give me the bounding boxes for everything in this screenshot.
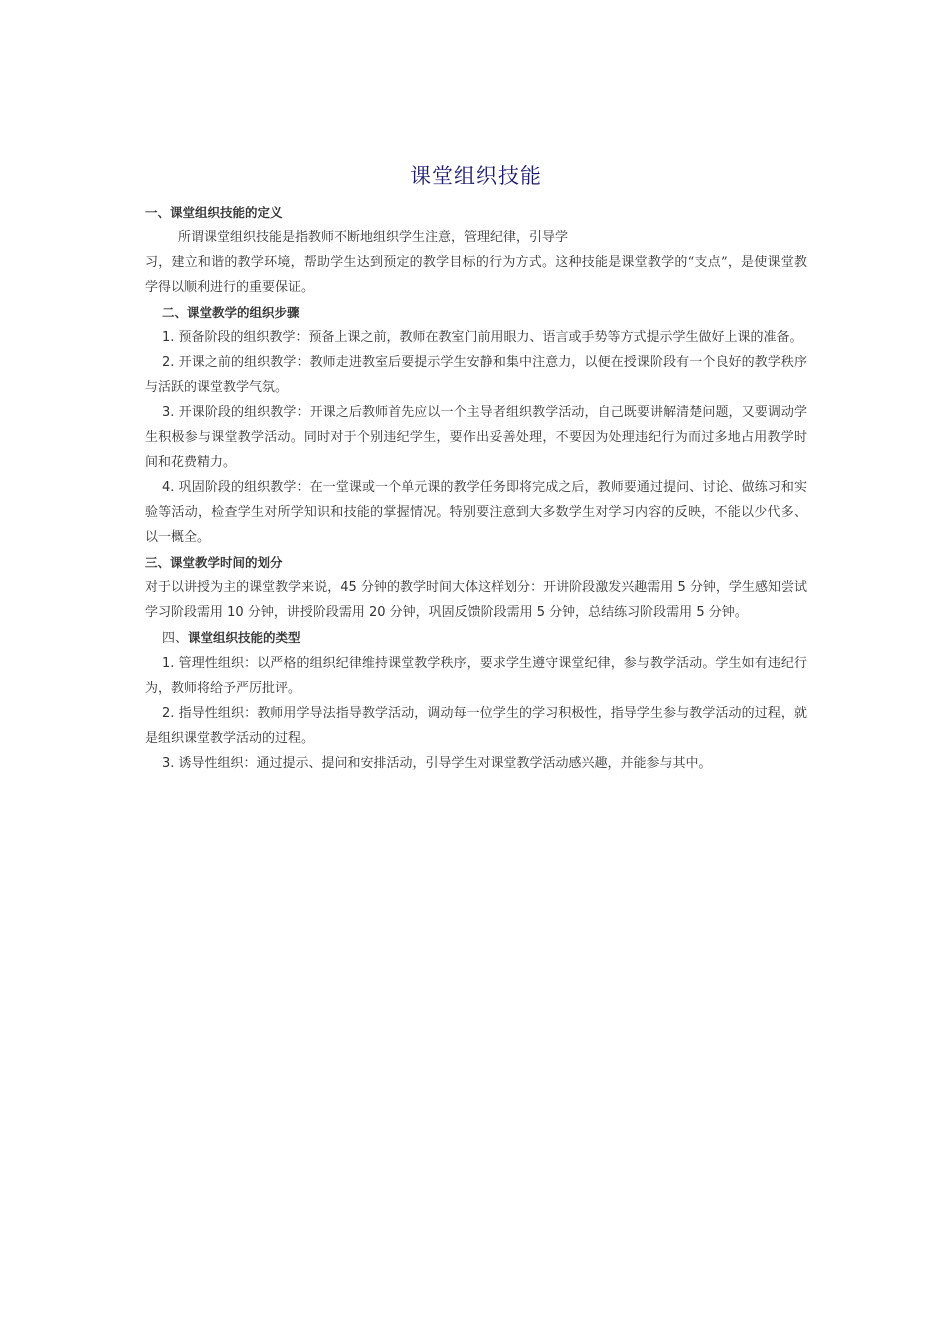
type-number: 3	[162, 756, 171, 771]
section-heading-types-label: 课堂组织技能的类型	[188, 630, 301, 645]
step-text: . 预备阶段的组织教学：预备上课之前，教师在教室门前用眼力、语言或手势等方式提示学生做好上课的准备。	[170, 330, 803, 345]
section-heading-types-prefix: 四、	[162, 631, 189, 646]
type-text: . 管理性组织：以严格的组织纪律维持课堂教学秩序，要求学生遵守课堂纪律，参与教学活动。学生如有违纪行为，教师将给予严厉批评。	[145, 656, 807, 696]
type-item	[145, 651, 807, 701]
step-text: . 开课阶段的组织教学：开课之后教师首先应以一个主导者组织教学活动，自己既要讲解清楚问题，又要调动学生积极参与课堂教学活动。同时对于个别违纪学生，要作出妥善处理，不要因为处理违纪行为而过多地占用教学时间和花费精力。	[145, 405, 807, 470]
time-number: 45	[340, 580, 357, 595]
type-text: . 诱导性组织：通过提示、提问和安排活动，引导学生对课堂教学活动感兴趣，并能参与其中。	[170, 756, 712, 771]
definition-paragraph-first-line: 所谓课堂组织技能是指教师不断地组织学生注意，管理纪律，引导学	[178, 230, 569, 245]
step-item	[145, 325, 807, 350]
time-paragraph	[145, 575, 807, 625]
time-number: 5	[677, 580, 686, 595]
type-text: . 指导性组织：教师用学导法指导教学活动，调动每一位学生的学习积极性，指导学生参与教学活动的过程，就是组织课堂教学活动的过程。	[145, 706, 807, 746]
step-item	[145, 350, 807, 400]
step-text: . 巩固阶段的组织教学：在一堂课或一个单元课的教学任务即将完成之后，教师要通过提问、讨论、做练习和实验等活动，检查学生对所学知识和技能的掌握情况。特别要注意到大多数学生对学习内容的反映，不能以少代多、以一概全。	[145, 480, 807, 545]
type-item	[145, 751, 807, 776]
time-text: 分钟，总结练习阶段需用	[545, 605, 697, 620]
step-text: . 开课之前的组织教学：教师走进教室后要提示学生安静和集中注意力，以便在授课阶段有一个良好的教学秩序与活跃的课堂教学气氛。	[145, 355, 807, 395]
time-text: 分钟，讲授阶段需用	[243, 605, 369, 620]
time-text: 分钟，巩固反馈阶段需用	[385, 605, 537, 620]
time-number: 5	[536, 605, 546, 620]
document-body	[145, 200, 807, 776]
time-number: 20	[368, 605, 386, 620]
time-number: 10	[227, 605, 244, 620]
type-number: 2	[162, 706, 171, 721]
page-title: 课堂组织技能	[410, 164, 542, 189]
time-number: 5	[696, 605, 705, 620]
type-item	[145, 701, 807, 751]
definition-paragraph-rest: 习，建立和谐的教学环境，帮助学生达到预定的教学目标的行为方式。这种技能是课堂教学的“支点”，是使课堂教学得以顺利进行的重要保证。	[145, 255, 807, 295]
step-number: 4	[162, 480, 171, 495]
step-item	[145, 475, 807, 550]
time-text: 分钟的教学时间大体这样划分：开讲阶段激发兴趣需用	[356, 580, 678, 595]
type-number: 1	[162, 656, 171, 671]
step-item	[145, 400, 807, 475]
section-heading-definition: 一、课堂组织技能的定义	[145, 205, 283, 220]
section-heading-types	[145, 625, 807, 651]
step-number: 3	[162, 405, 171, 420]
section-heading-time: 三、课堂教学时间的划分	[145, 555, 283, 570]
section-heading-steps: 二、课堂教学的组织步骤	[162, 305, 300, 320]
step-number: 1	[162, 330, 171, 345]
time-text: 分钟。	[704, 605, 748, 620]
time-text: 分钟，学生感知尝试学习阶段需用	[145, 580, 807, 620]
time-text: 对于以讲授为主的课堂教学来说，	[145, 580, 341, 595]
step-number: 2	[162, 355, 171, 370]
